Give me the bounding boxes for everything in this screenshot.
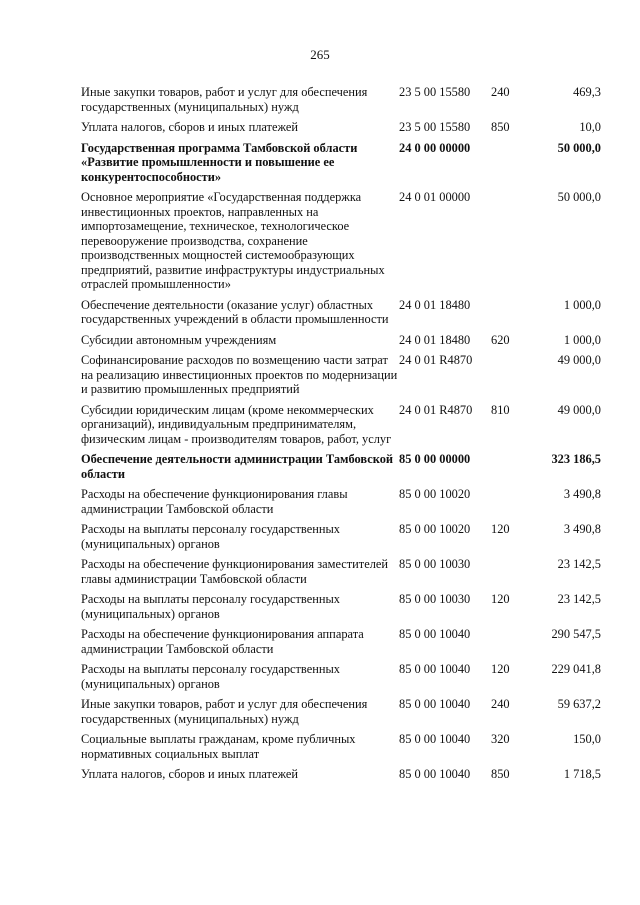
row-sum-cell: 323 186,5 [551,452,601,466]
row-vr-cell [491,487,531,522]
table-row [81,732,601,767]
row-sum-cell: 290 547,5 [551,627,601,641]
row-sum-cell: 3 490,8 [563,487,601,501]
row-vr-cell: 120 [491,592,510,606]
row-sum-cell: 50 000,0 [557,140,601,155]
row-code-cell: 24 0 00 00000 [399,140,471,155]
row-vr-cell [491,353,531,403]
row-name-cell: Расходы на обеспечение функционирования аппарата администрации Тамбовской области [81,627,364,656]
row-name-cell: Основное мероприятие «Государственная поддержка инвестиционных проектов, направленных на импортозамещение, техническое, технологическое перевооружение производства, сохранение производственных мощностей системообразующих предприятий, развитие инфраструктуры индустриальных отраслей промышленности» [81,190,385,291]
page-number: 265 [310,47,330,62]
row-code-cell: 85 0 00 10040 [399,732,471,746]
row-code-cell: 85 0 00 10020 [399,522,471,536]
row-sum-cell: 49 000,0 [557,402,601,417]
row-sum-cell: 10,0 [579,120,601,134]
row-code-cell: 85 0 00 00000 [399,452,471,466]
row-code-cell: 24 0 01 18480 [399,297,471,312]
table-row [81,662,601,697]
table-row [81,557,601,592]
row-name-cell: Расходы на обеспечение функционирования заместителей главы администрации Тамбовской области [81,557,389,586]
row-code-cell: 85 0 00 10020 [399,487,471,501]
table-row [81,333,601,354]
row-sum-cell: 23 142,5 [557,592,601,606]
row-sum-cell: 50 000,0 [557,190,601,204]
row-code-cell: 85 0 00 10030 [399,592,471,606]
table-row [81,85,601,120]
table-row [81,592,601,627]
table-row [81,627,601,662]
table-row [81,298,601,333]
row-name-cell: Расходы на обеспечение функционирования главы администрации Тамбовской области [81,487,348,516]
row-name-cell: Расходы на выплаты персоналу государственных (муниципальных) органов [81,662,340,691]
table-row [81,190,601,298]
row-vr-cell: 120 [491,662,510,676]
row-sum-cell: 229 041,8 [551,662,601,676]
row-vr-cell [491,627,531,662]
row-vr-cell [491,557,531,592]
row-name-cell: Уплата налогов, сборов и иных платежей [81,767,299,781]
table-row [81,487,601,522]
row-vr-cell: 120 [491,522,510,536]
row-vr-cell: 850 [491,767,510,781]
row-vr-cell: 320 [491,732,510,746]
table-body [81,85,601,788]
table-row [81,403,601,453]
row-sum-cell: 1 000,0 [563,332,601,347]
row-sum-cell: 150,0 [573,732,601,746]
row-code-cell: 24 0 01 18480 [399,332,471,347]
row-sum-cell: 59 637,2 [557,697,601,711]
row-vr-cell: 240 [491,697,510,711]
row-vr-cell [491,190,531,298]
row-code-cell: 23 5 00 15580 [399,85,471,99]
row-name-cell: Расходы на выплаты персоналу государственных (муниципальных) органов [81,592,340,621]
budget-table [81,85,601,788]
table-row [81,767,601,788]
row-vr-cell: 240 [491,85,510,99]
row-name-cell: Иные закупки товаров, работ и услуг для обеспечения государственных (муниципальных) нужд [81,697,368,726]
row-sum-cell: 49 000,0 [557,353,601,367]
table-row [81,697,601,732]
table-row [81,120,601,141]
row-vr-cell [491,141,531,191]
row-code-cell: 85 0 00 10040 [399,697,471,711]
row-name-cell: Государственная программа Тамбовской области «Развитие промышленности и повышение ее конкурентоспособности» [81,140,358,184]
row-sum-cell: 3 490,8 [563,522,601,536]
row-vr-cell: 850 [491,120,510,134]
row-name-cell: Расходы на выплаты персоналу государственных (муниципальных) органов [81,522,340,551]
table-row [81,452,601,487]
row-name-cell: Обеспечение деятельности (оказание услуг) областных государственных учреждений в области промышленности [81,297,389,326]
row-vr-cell [491,452,531,487]
table-row [81,353,601,403]
row-name-cell: Социальные выплаты гражданам, кроме публичных нормативных социальных выплат [81,732,356,761]
row-name-cell: Обеспечение деятельности администрации Тамбовской области [81,452,394,481]
table-row [81,522,601,557]
row-code-cell: 85 0 00 10040 [399,767,471,781]
table-row [81,141,601,191]
row-name-cell: Софинансирование расходов по возмещению части затрат на реализацию инвестиционных проектов по модернизации и развитию промышленных предприятий [81,353,398,396]
row-sum-cell: 1 718,5 [563,767,601,781]
row-code-cell: 85 0 00 10030 [399,557,471,571]
row-code-cell: 85 0 00 10040 [399,627,471,641]
row-vr-cell: 620 [491,332,510,347]
row-code-cell: 24 0 01 R4870 [399,402,473,417]
row-vr-cell: 810 [491,402,510,417]
row-name-cell: Иные закупки товаров, работ и услуг для обеспечения государственных (муниципальных) нужд [81,85,368,114]
row-code-cell: 24 0 01 00000 [399,190,471,204]
row-name-cell: Субсидии юридическим лицам (кроме некоммерческих организаций), индивидуальным предпринимателям, физическим лицам - производителям товаров, работ, услуг [81,402,392,446]
row-code-cell: 85 0 00 10040 [399,662,471,676]
row-code-cell: 24 0 01 R4870 [399,353,473,367]
row-vr-cell [491,298,531,333]
row-name-cell: Субсидии автономным учреждениям [81,332,277,347]
row-sum-cell: 1 000,0 [563,297,601,312]
row-sum-cell: 23 142,5 [557,557,601,571]
row-code-cell: 23 5 00 15580 [399,120,471,134]
row-sum-cell: 469,3 [573,85,601,99]
row-name-cell: Уплата налогов, сборов и иных платежей [81,120,299,134]
